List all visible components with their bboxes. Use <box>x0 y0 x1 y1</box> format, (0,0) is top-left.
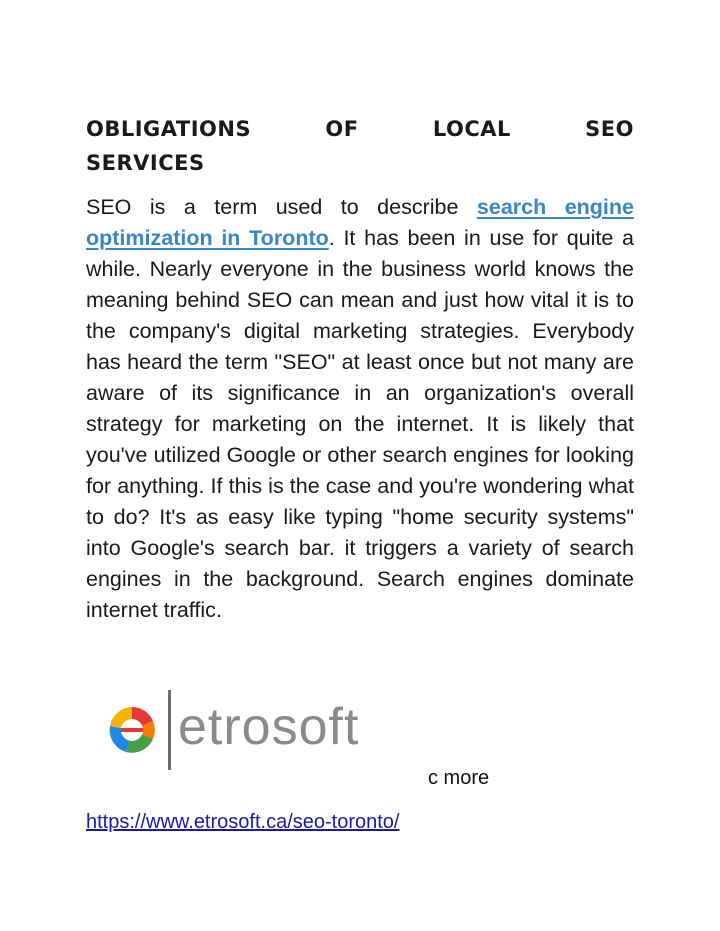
etrosoft-logo <box>106 688 416 774</box>
logo-mark-icon <box>106 704 158 756</box>
page-title <box>86 112 634 180</box>
title-line-2: SERVICES <box>86 151 205 175</box>
body-rest: . It has been in use for quite a while. Nearly everyone in the business world knows the meaning behind SEO can mean and just how vital it is to the company's digital marketing strategies. Everybody has heard the term "SEO" at least once but not many are aware of its significance in an organization's overall strategy for marketing on the internet. It is likely that you've utilized Google or other search engines for looking for anything. If this is the case and you're wondering what to do? It's as easy like typing "home security systems" into Google's search bar. it triggers a variety of search engines in the background. Search engines dominate internet traffic. <box>86 226 634 622</box>
more-label: c more <box>428 767 490 789</box>
logo-wordmark: etrosoft <box>178 698 360 756</box>
logo-divider <box>168 690 171 770</box>
etrosoft-url-link[interactable]: https://www.etrosoft.ca/seo-toronto/ <box>86 811 400 833</box>
seo-toronto-link[interactable]: search engine optimization in Toronto <box>86 195 634 250</box>
body-intro: SEO is a term used to describe <box>86 195 477 219</box>
title-line-1: OBLIGATIONS OF LOCAL SEO <box>86 117 634 141</box>
body-paragraph <box>86 192 634 626</box>
